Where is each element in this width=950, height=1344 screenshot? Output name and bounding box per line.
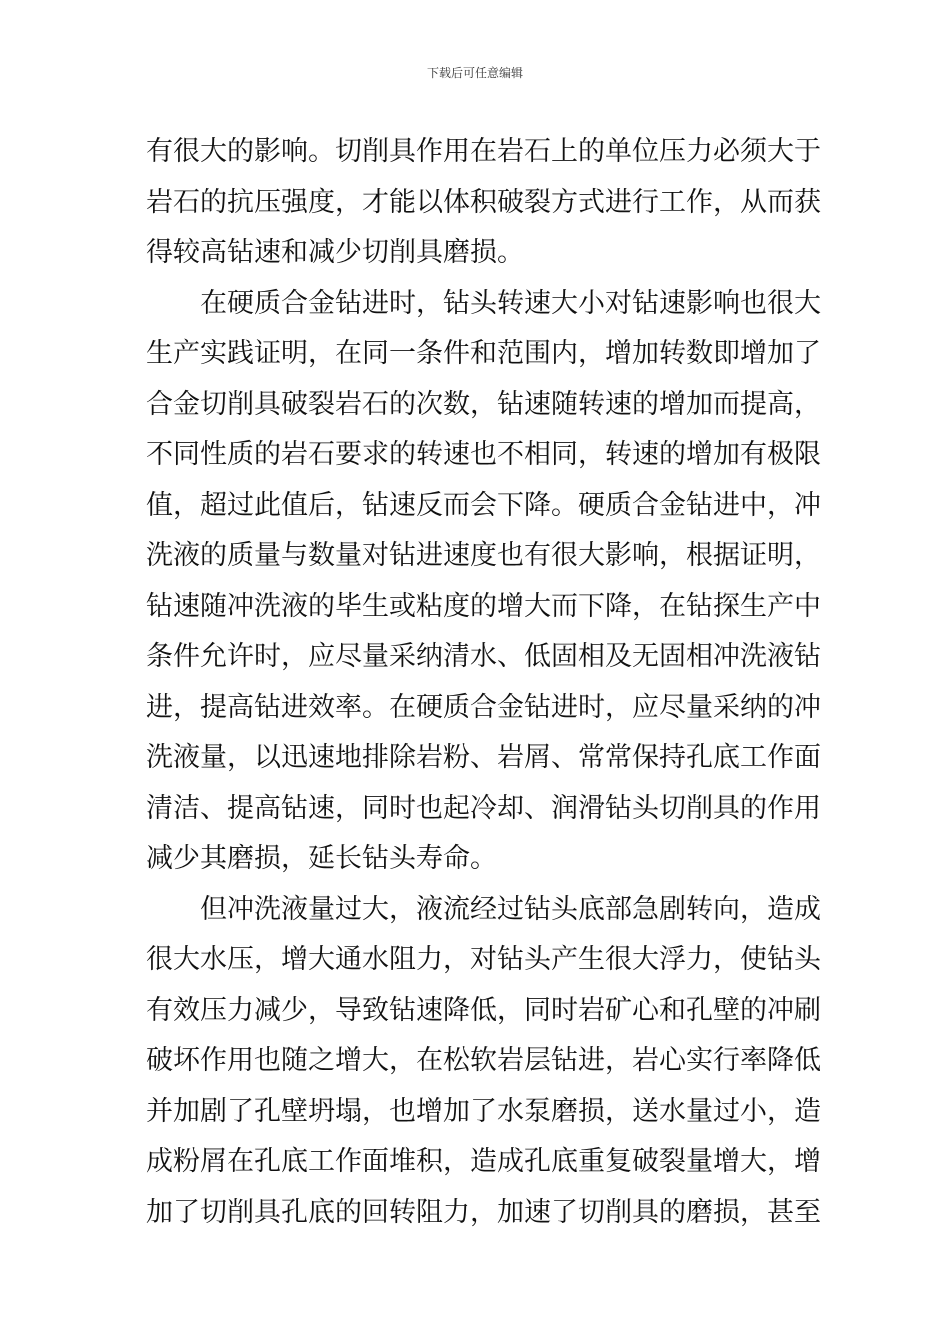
text-line: 值，超过此值后，钻速反而会下降。硬质合金钻进中，冲	[146, 489, 821, 521]
text-line: 加了切削具孔底的回转阻力，加速了切削具的磨损，甚至	[146, 1196, 821, 1228]
text-line: 减少其磨损，延长钻头寿命。	[146, 843, 497, 874]
text-line: 得较高钻速和减少切削具磨损。	[146, 237, 524, 268]
text-line: 有很大的影响。切削具作用在岩石上的单位压力必须大于	[146, 136, 821, 167]
paragraph-first-line: 在硬质合金钻进时，钻头转速大小对钻速影响也很大	[200, 287, 821, 319]
text-line: 并加剧了孔壁坍塌，也增加了水泵磨损，送水量过小，造	[146, 1095, 821, 1127]
text-line: 洗液的质量与数量对钻进速度也有很大影响，根据证明，	[146, 540, 821, 571]
text-line: 有效压力减少，导致钻速降低，同时岩矿心和孔壁的冲刷	[146, 994, 821, 1026]
page-header: 下载后可任意编辑	[426, 66, 523, 80]
text-line: 钻速随冲洗液的毕生或粘度的增大而下降，在钻探生产中	[146, 590, 821, 622]
text-line: 清洁、提高钻速，同时也起冷却、润滑钻头切削具的作用	[146, 792, 821, 824]
text-line: 合金切削具破裂岩石的次数，钻速随转速的增加而提高，	[146, 388, 821, 420]
paragraph-first-line: 但冲洗液量过大，液流经过钻头底部急剧转向，造成	[200, 893, 821, 925]
text-line: 洗液量，以迅速地排除岩粉、岩屑、常常保持孔底工作面	[146, 742, 821, 773]
text-line: 进，提高钻进效率。在硬质合金钻进时，应尽量采纳的冲	[146, 691, 821, 723]
text-line: 成粉屑在孔底工作面堆积，造成孔底重复破裂量增大，增	[146, 1146, 821, 1177]
text-line: 不同性质的岩石要求的转速也不相同，转速的增加有极限	[146, 439, 821, 470]
text-line: 岩石的抗压强度，才能以体积破裂方式进行工作，从而获	[146, 186, 821, 218]
text-line: 条件允许时，应尽量采纳清水、低固相及无固相冲洗液钻	[146, 641, 821, 672]
document-body	[146, 127, 821, 1238]
text-line: 生产实践证明，在同一条件和范围内，增加转数即增加了	[146, 338, 821, 369]
text-line: 破坏作用也随之增大，在松软岩层钻进，岩心实行率降低	[146, 1045, 821, 1076]
text-line: 很大水压，增大通水阻力，对钻头产生很大浮力，使钻头	[146, 944, 821, 975]
